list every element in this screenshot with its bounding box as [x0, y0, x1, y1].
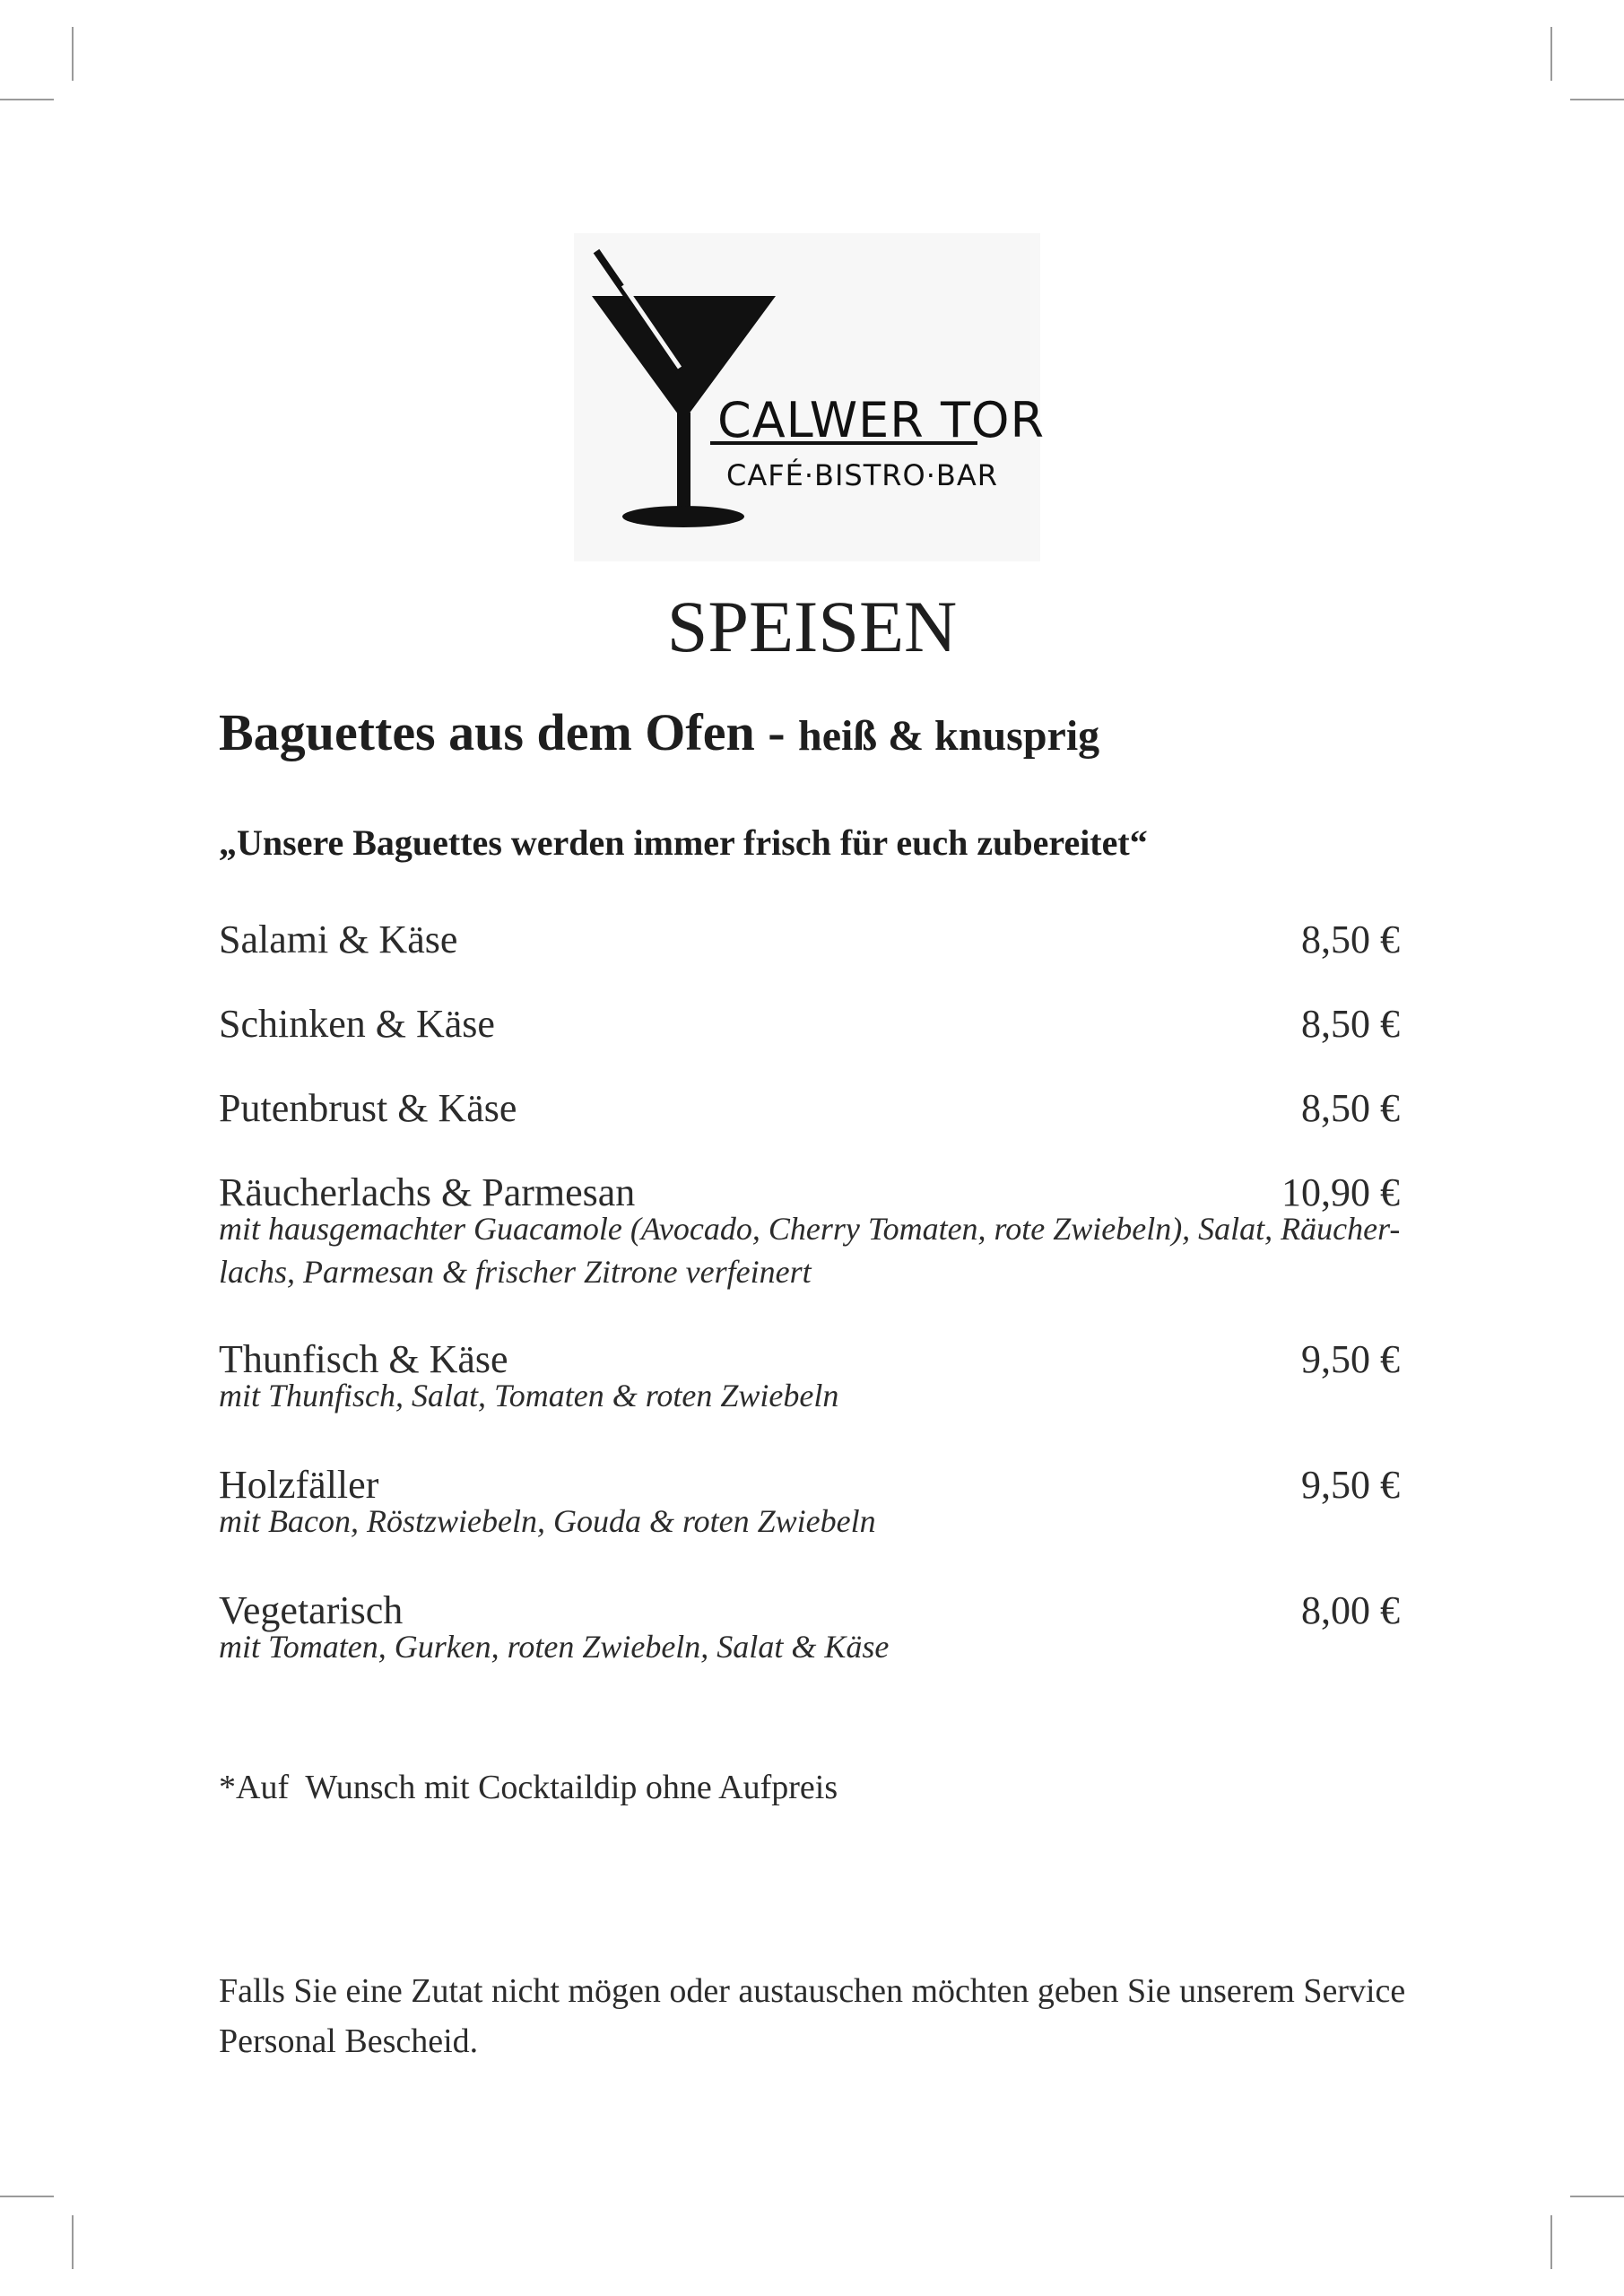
footnote: *Auf Wunsch mit Cocktaildip ohne Aufpreis: [219, 1769, 838, 1806]
menu-item-price: 9,50 €: [1301, 1337, 1400, 1381]
logo-tagline: CAFÉ·BISTRO·BAR: [726, 458, 998, 492]
menu-item-description: mit hausgemachter Guacamole (Avocado, Cherry Tomaten, rote Zwiebeln), Salat, Räucher-lachs, Parmesan & frischer Zitrone verfeinert: [219, 1211, 1401, 1290]
section-subheading: heiß & knusprig: [798, 712, 1100, 760]
menu-item-price: 10,90 €: [1281, 1170, 1400, 1214]
menu-item-name: Thunfisch & Käse: [219, 1337, 508, 1381]
crop-mark-top-right-horizontal: [1570, 99, 1624, 100]
section-heading-dash: -: [754, 703, 799, 761]
logo: [574, 233, 1045, 561]
section-quote: „Unsere Baguettes werden immer frisch für euch zubereitet“: [219, 822, 1148, 863]
menu-item-name: Putenbrust & Käse: [219, 1086, 517, 1130]
menu-item-description: mit Tomaten, Gurken, roten Zwiebeln, Salat & Käse: [219, 1629, 890, 1665]
page-title: SPEISEN: [666, 586, 958, 667]
menu-item-description: mit Thunfisch, Salat, Tomaten & roten Zwiebeln: [219, 1378, 839, 1413]
crop-mark-bottom-right-vertical: [1550, 2215, 1552, 2269]
menu-item-price: 8,50 €: [1301, 1086, 1400, 1130]
crop-mark-bottom-left-horizontal: [0, 2196, 54, 2197]
section-heading: [219, 703, 1100, 761]
crop-mark-bottom-left-vertical: [72, 2215, 74, 2269]
section-heading-main: Baguettes aus dem Ofen: [219, 703, 755, 761]
crop-mark-top-right-vertical: [1550, 27, 1552, 81]
menu-item-price: 8,50 €: [1301, 1002, 1400, 1046]
menu-item-description: mit Bacon, Röstzwiebeln, Gouda & roten Zwiebeln: [219, 1503, 876, 1539]
menu-item-price: 8,00 €: [1301, 1588, 1400, 1632]
service-notice: Falls Sie eine Zutat nicht mögen oder austauschen möchten geben Sie unserem Service Personal Bescheid.: [219, 1972, 1406, 2060]
menu-item-price: 8,50 €: [1301, 918, 1400, 961]
crop-mark-bottom-right-horizontal: [1570, 2196, 1624, 2197]
crop-mark-top-left-horizontal: [0, 99, 54, 100]
crop-mark-top-left-vertical: [72, 27, 74, 81]
menu-item-name: Schinken & Käse: [219, 1002, 495, 1046]
menu-item-name: Salami & Käse: [219, 918, 458, 961]
menu-item-price: 9,50 €: [1301, 1463, 1400, 1507]
menu-item-name: Räucherlachs & Parmesan: [219, 1170, 636, 1214]
menu-item-name: Holzfäller: [219, 1463, 379, 1507]
menu-item-name: Vegetarisch: [219, 1588, 404, 1632]
logo-name: CALWER TOR: [717, 392, 1045, 448]
